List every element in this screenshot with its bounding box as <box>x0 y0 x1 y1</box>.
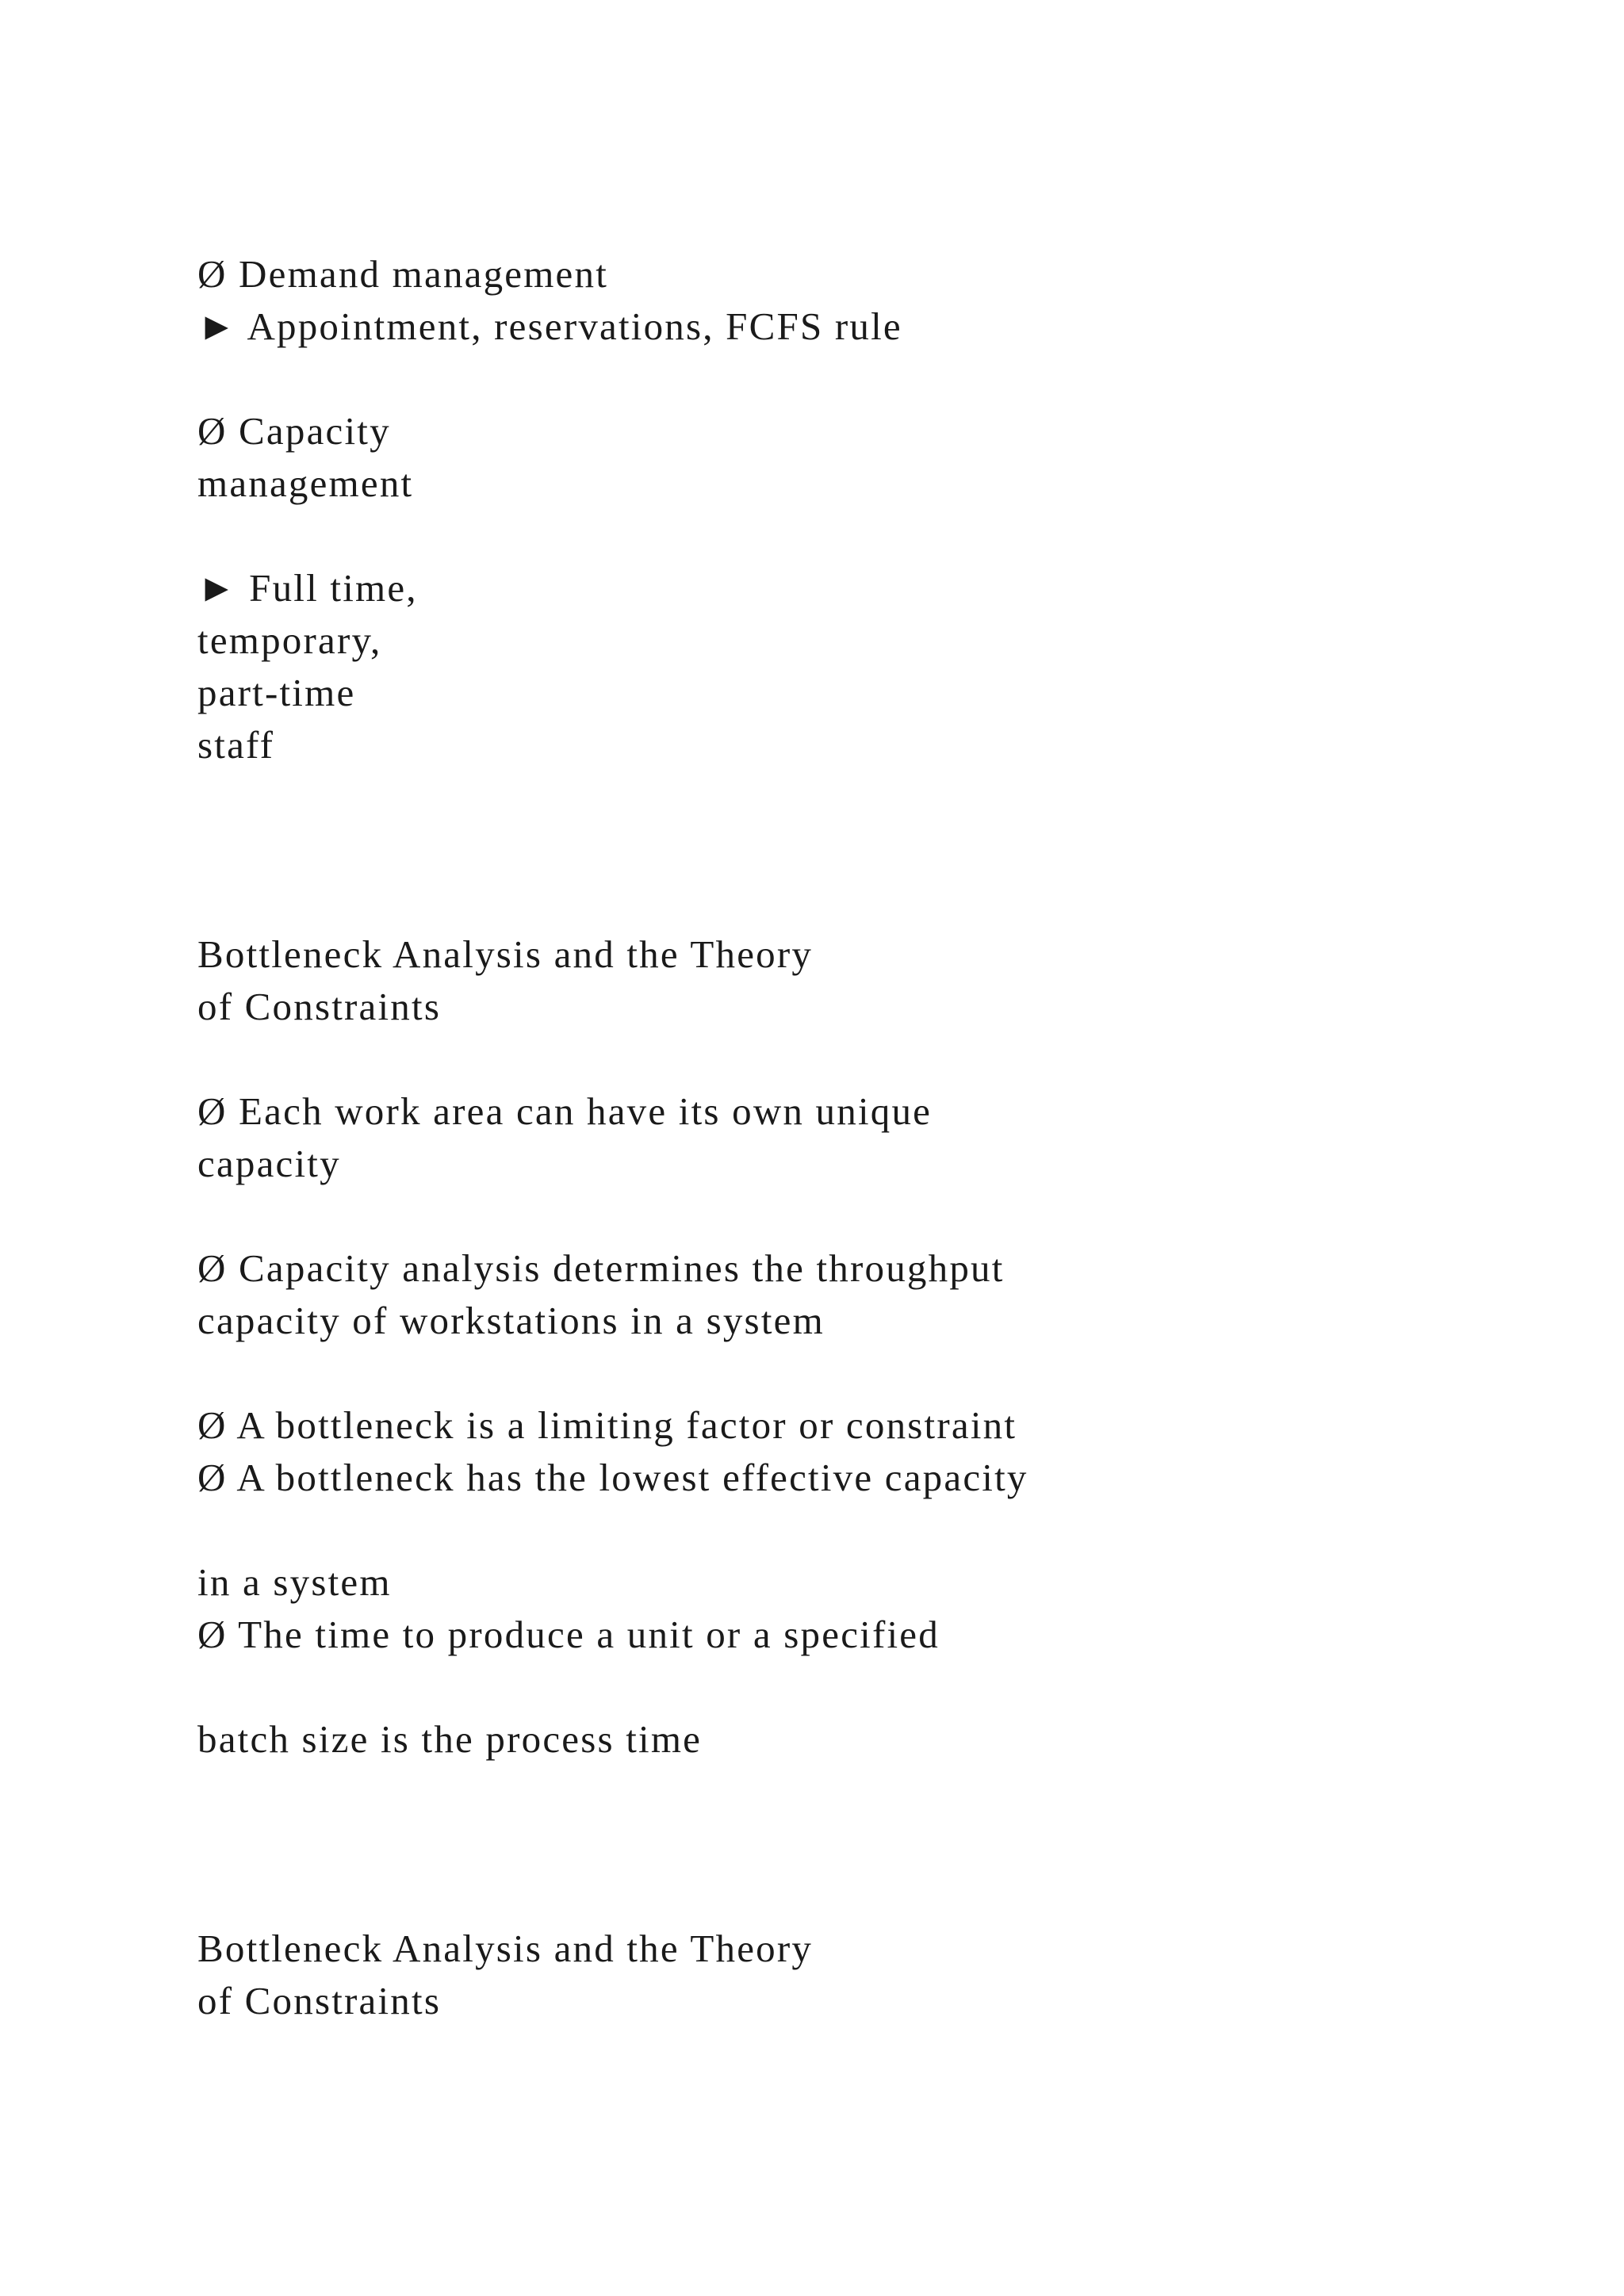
bullet-bottleneck-lowest: Ø A bottleneck has the lowest effective capacity <box>197 1456 1028 1499</box>
subbullet-full-time: ► Full time, <box>197 566 418 610</box>
subbullet-appointment: ► Appointment, reservations, FCFS rule <box>197 304 902 348</box>
bullet-process-time-cont: batch size is the process time <box>197 1717 703 1761</box>
bullet-capacity-analysis-cont: capacity of workstations in a system <box>197 1299 825 1342</box>
bullet-each-work-area-cont: capacity <box>197 1142 341 1185</box>
bullet-capacity: Ø Capacity <box>197 409 391 453</box>
subbullet-part-time: part-time <box>197 671 356 714</box>
bullet-bottleneck-lowest-cont: in a system <box>197 1560 392 1604</box>
bullet-capacity-analysis: Ø Capacity analysis determines the throughput <box>197 1246 1005 1290</box>
section-heading-1-cont: of Constraints <box>197 985 442 1028</box>
bullet-process-time: Ø The time to produce a unit or a specified <box>197 1613 940 1656</box>
bullet-demand-management: Ø Demand management <box>197 252 609 296</box>
section-heading-1: Bottleneck Analysis and the Theory <box>197 932 814 976</box>
bullet-each-work-area: Ø Each work area can have its own unique <box>197 1089 933 1133</box>
subbullet-temporary: temporary, <box>197 618 382 662</box>
section-heading-2: Bottleneck Analysis and the Theory <box>197 1927 814 1970</box>
section-heading-2-cont: of Constraints <box>197 1979 442 2022</box>
bullet-capacity-cont: management <box>197 461 414 505</box>
subbullet-staff: staff <box>197 723 275 767</box>
bullet-bottleneck-limiting: Ø A bottleneck is a limiting factor or constraint <box>197 1403 1017 1447</box>
